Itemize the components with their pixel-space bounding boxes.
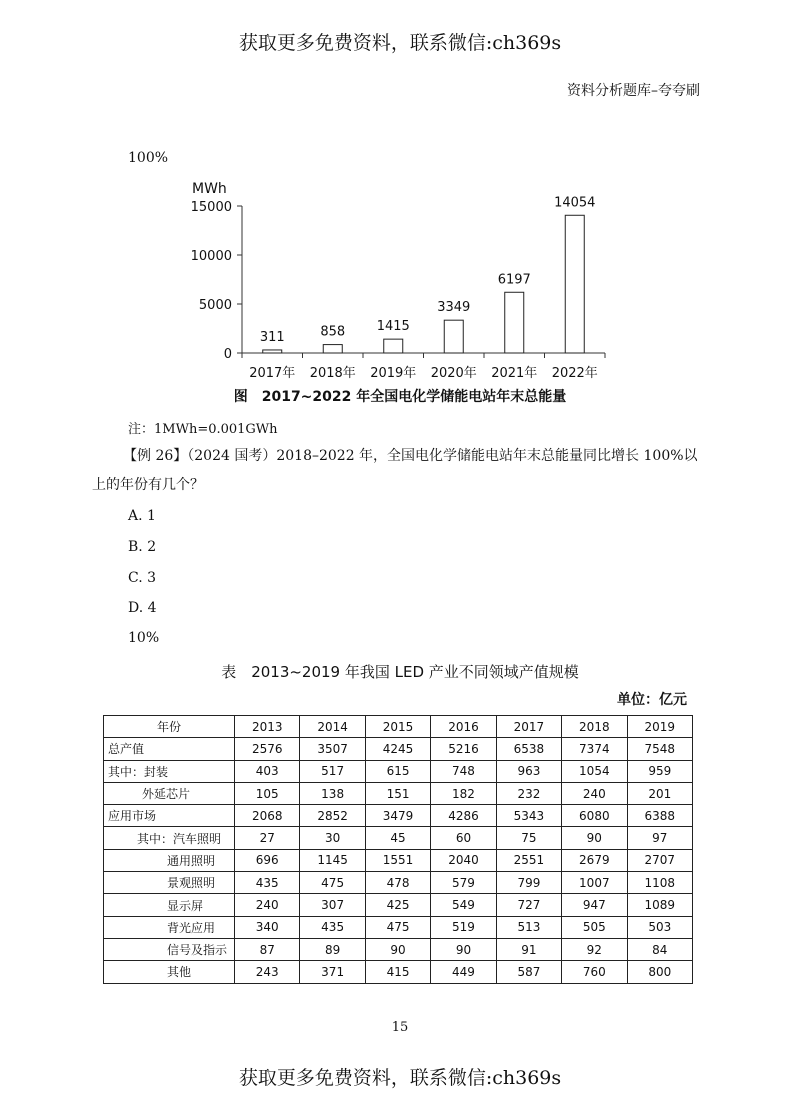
bar-data-label: 6197	[497, 272, 531, 288]
chart-caption: 图 2017~2022 年全国电化学储能电站年末总能量	[233, 389, 567, 405]
table-cell: 696	[235, 849, 300, 871]
table-title: 表 2013~2019 年我国 LED 产业不同领域产值规模	[221, 663, 579, 681]
table-cell: 6080	[562, 805, 627, 827]
table-cell: 2551	[496, 849, 561, 871]
table-header-cell: 2019	[627, 716, 692, 738]
table-row	[104, 849, 693, 871]
table-cell: 138	[300, 782, 365, 804]
table-cell: 1108	[627, 872, 692, 894]
table-cell: 2068	[235, 805, 300, 827]
question-text-line1: 【例 26】（2024 国考）2018–2022 年，全国电化学储能电站年末总能量同比增长 100%以	[123, 448, 698, 464]
bottom-banner: 获取更多免费资料，联系微信:ch369s	[238, 1067, 562, 1089]
table-cell: 2852	[300, 805, 365, 827]
y-tick-label: 5000	[198, 298, 232, 313]
row-label: 应用市场	[104, 805, 235, 827]
table-cell: 89	[300, 938, 365, 960]
table-cell: 90	[365, 938, 430, 960]
table-cell: 5216	[431, 738, 496, 760]
table-cell: 475	[300, 872, 365, 894]
table-cell: 97	[627, 827, 692, 849]
table-cell: 7548	[627, 738, 692, 760]
bar	[505, 292, 524, 353]
table-cell: 151	[365, 782, 430, 804]
y-tick-label: 15000	[190, 200, 232, 215]
option-b: B. 2	[128, 539, 157, 555]
row-label: 信号及指示	[104, 938, 235, 960]
table-cell: 579	[431, 872, 496, 894]
table-row	[104, 782, 693, 804]
table-cell: 307	[300, 894, 365, 916]
table-cell: 1145	[300, 849, 365, 871]
row-label: 其中：封装	[104, 760, 235, 782]
bar-data-label: 858	[320, 324, 346, 340]
row-label: 通用照明	[104, 849, 235, 871]
bar	[263, 350, 282, 353]
table-cell: 1007	[562, 872, 627, 894]
option-a: A. 1	[128, 508, 156, 524]
table-cell: 615	[365, 760, 430, 782]
table-cell: 513	[496, 916, 561, 938]
table-header-cell: 2018	[562, 716, 627, 738]
table-cell: 1551	[365, 849, 430, 871]
table-cell: 91	[496, 938, 561, 960]
table-cell: 517	[300, 760, 365, 782]
table-cell: 182	[431, 782, 496, 804]
previous-answer: 100%	[128, 150, 169, 166]
chart-note: 注：1MWh=0.001GWh	[128, 422, 278, 437]
y-tick-label: 0	[223, 347, 232, 362]
table-cell: 519	[431, 916, 496, 938]
table-cell: 475	[365, 916, 430, 938]
page-number: 15	[391, 1020, 409, 1035]
next-answer: 10%	[128, 630, 160, 646]
bar	[323, 345, 342, 353]
table-cell: 92	[562, 938, 627, 960]
bar-data-label: 311	[259, 329, 285, 345]
table-cell: 6388	[627, 805, 692, 827]
table-cell: 799	[496, 872, 561, 894]
table-row	[104, 961, 693, 983]
x-category-label: 2017年	[249, 366, 296, 381]
table-header-cell: 年份	[104, 716, 235, 738]
table-row	[104, 872, 693, 894]
bar	[565, 215, 584, 353]
bar	[444, 320, 463, 353]
table-row	[104, 805, 693, 827]
table-cell: 959	[627, 760, 692, 782]
bar-data-label: 14054	[554, 195, 596, 211]
table-cell: 503	[627, 916, 692, 938]
option-c: C. 3	[128, 570, 157, 586]
table-cell: 727	[496, 894, 561, 916]
table-cell: 232	[496, 782, 561, 804]
table-header-cell: 2016	[431, 716, 496, 738]
table-header-cell: 2017	[496, 716, 561, 738]
table-row	[104, 894, 693, 916]
table-row	[104, 938, 693, 960]
table-cell: 340	[235, 916, 300, 938]
table-row	[104, 760, 693, 782]
table-cell: 90	[431, 938, 496, 960]
row-label: 总产值	[104, 738, 235, 760]
table-cell: 240	[235, 894, 300, 916]
row-label: 其中：汽车照明	[104, 827, 235, 849]
table-unit: 单位：亿元	[617, 692, 687, 708]
table-cell: 105	[235, 782, 300, 804]
table-cell: 45	[365, 827, 430, 849]
row-label: 背光应用	[104, 916, 235, 938]
table-cell: 3479	[365, 805, 430, 827]
table-cell: 587	[496, 961, 561, 983]
x-category-label: 2018年	[309, 366, 356, 381]
x-category-label: 2021年	[491, 366, 538, 381]
table-cell: 2707	[627, 849, 692, 871]
question-text-line2: 上的年份有几个？	[92, 477, 204, 493]
bar-chart	[180, 175, 640, 385]
table-cell: 60	[431, 827, 496, 849]
row-label: 景观照明	[104, 872, 235, 894]
bar	[384, 339, 403, 353]
table-cell: 478	[365, 872, 430, 894]
table-cell: 748	[431, 760, 496, 782]
table-cell: 5343	[496, 805, 561, 827]
table-row	[104, 738, 693, 760]
table-cell: 403	[235, 760, 300, 782]
table-cell: 30	[300, 827, 365, 849]
y-tick-label: 10000	[190, 249, 232, 264]
top-banner: 获取更多免费资料，联系微信:ch369s	[238, 32, 562, 54]
table-cell: 435	[300, 916, 365, 938]
table-cell: 425	[365, 894, 430, 916]
table-cell: 1054	[562, 760, 627, 782]
table-cell: 2576	[235, 738, 300, 760]
table-row	[104, 827, 693, 849]
table-cell: 4286	[431, 805, 496, 827]
table-cell: 760	[562, 961, 627, 983]
x-category-label: 2019年	[370, 366, 417, 381]
x-category-label: 2022年	[551, 366, 598, 381]
y-axis-unit-label: MWh	[192, 181, 227, 197]
table-cell: 4245	[365, 738, 430, 760]
table-cell: 6538	[496, 738, 561, 760]
table-header-row	[104, 716, 693, 738]
table-cell: 84	[627, 938, 692, 960]
table-cell: 435	[235, 872, 300, 894]
row-label: 其他	[104, 961, 235, 983]
table-cell: 2679	[562, 849, 627, 871]
table-header-cell: 2014	[300, 716, 365, 738]
table-header-cell: 2013	[235, 716, 300, 738]
table-cell: 449	[431, 961, 496, 983]
table-cell: 27	[235, 827, 300, 849]
table-cell: 549	[431, 894, 496, 916]
table-cell: 7374	[562, 738, 627, 760]
header-subtitle: 资料分析题库–夸夸刷	[567, 83, 700, 99]
row-label: 显示屏	[104, 894, 235, 916]
table-cell: 243	[235, 961, 300, 983]
table-cell: 240	[562, 782, 627, 804]
table-cell: 963	[496, 760, 561, 782]
bar-data-label: 3349	[437, 300, 471, 316]
option-d: D. 4	[128, 600, 157, 616]
table-cell: 415	[365, 961, 430, 983]
table-cell: 3507	[300, 738, 365, 760]
table-cell: 947	[562, 894, 627, 916]
row-label: 外延芯片	[104, 782, 235, 804]
bar-data-label: 1415	[376, 319, 410, 335]
table-cell: 371	[300, 961, 365, 983]
table-cell: 90	[562, 827, 627, 849]
table-cell: 800	[627, 961, 692, 983]
led-output-table	[103, 715, 693, 984]
table-cell: 1089	[627, 894, 692, 916]
table-cell: 87	[235, 938, 300, 960]
table-cell: 201	[627, 782, 692, 804]
table-cell: 505	[562, 916, 627, 938]
table-cell: 75	[496, 827, 561, 849]
table-cell: 2040	[431, 849, 496, 871]
table-header-cell: 2015	[365, 716, 430, 738]
x-category-label: 2020年	[430, 366, 477, 381]
table-row	[104, 916, 693, 938]
